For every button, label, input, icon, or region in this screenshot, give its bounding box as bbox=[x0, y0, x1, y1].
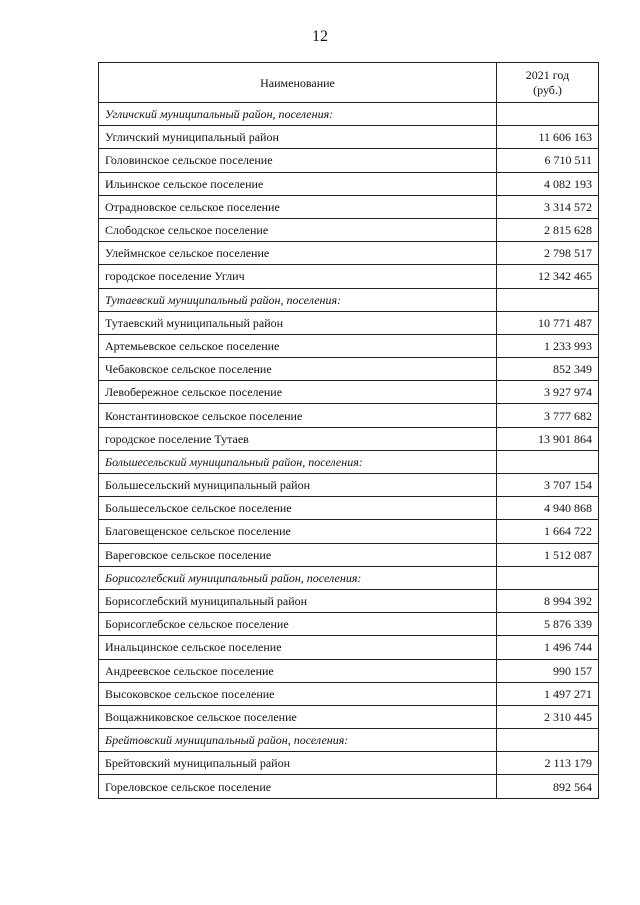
table-row bbox=[99, 218, 599, 241]
value-cell: 4 082 193 bbox=[497, 172, 599, 195]
table-row bbox=[99, 682, 599, 705]
value-cell: 892 564 bbox=[497, 775, 599, 798]
table-row bbox=[99, 474, 599, 497]
value-cell bbox=[497, 450, 599, 473]
table-row bbox=[99, 149, 599, 172]
name-cell: Брейтовский муниципальный район bbox=[99, 752, 497, 775]
group-heading-cell: Угличский муниципальный район, поселения: bbox=[99, 103, 497, 126]
value-cell: 10 771 487 bbox=[497, 311, 599, 334]
name-cell: Чебаковское сельское поселение bbox=[99, 358, 497, 381]
table-row bbox=[99, 589, 599, 612]
table-row bbox=[99, 497, 599, 520]
table-row bbox=[99, 334, 599, 357]
name-cell: Константиновское сельское поселение bbox=[99, 404, 497, 427]
name-cell: Высоковское сельское поселение bbox=[99, 682, 497, 705]
value-cell: 2 113 179 bbox=[497, 752, 599, 775]
value-cell: 12 342 465 bbox=[497, 265, 599, 288]
table-row bbox=[99, 705, 599, 728]
header-row bbox=[99, 63, 599, 103]
name-cell: Тутаевский муниципальный район bbox=[99, 311, 497, 334]
table-row bbox=[99, 311, 599, 334]
name-cell: Борисоглебский муниципальный район bbox=[99, 589, 497, 612]
value-cell: 1 233 993 bbox=[497, 334, 599, 357]
group-heading-cell: Борисоглебский муниципальный район, поселения: bbox=[99, 566, 497, 589]
value-cell bbox=[497, 729, 599, 752]
value-cell: 3 777 682 bbox=[497, 404, 599, 427]
table-row bbox=[99, 775, 599, 798]
table-row bbox=[99, 265, 599, 288]
name-cell: Левобережное сельское поселение bbox=[99, 381, 497, 404]
value-cell: 1 496 744 bbox=[497, 636, 599, 659]
value-cell: 1 497 271 bbox=[497, 682, 599, 705]
value-cell: 1 664 722 bbox=[497, 520, 599, 543]
name-column-header: Наименование bbox=[99, 63, 497, 103]
value-cell: 2 798 517 bbox=[497, 242, 599, 265]
table-group-row bbox=[99, 450, 599, 473]
budget-table bbox=[98, 62, 599, 799]
table-row bbox=[99, 659, 599, 682]
group-heading-cell: Большесельский муниципальный район, поселения: bbox=[99, 450, 497, 473]
table-group-row bbox=[99, 566, 599, 589]
value-column-header bbox=[497, 63, 599, 103]
value-cell: 3 707 154 bbox=[497, 474, 599, 497]
value-cell: 11 606 163 bbox=[497, 126, 599, 149]
group-heading-cell: Тутаевский муниципальный район, поселения: bbox=[99, 288, 497, 311]
name-cell: Угличский муниципальный район bbox=[99, 126, 497, 149]
value-cell bbox=[497, 103, 599, 126]
table-row bbox=[99, 520, 599, 543]
value-cell: 8 994 392 bbox=[497, 589, 599, 612]
table-group-row bbox=[99, 288, 599, 311]
value-cell: 990 157 bbox=[497, 659, 599, 682]
table-header bbox=[99, 63, 599, 103]
table-row bbox=[99, 358, 599, 381]
value-cell: 13 901 864 bbox=[497, 427, 599, 450]
name-cell: Улеймнское сельское поселение bbox=[99, 242, 497, 265]
name-cell: Головинское сельское поселение bbox=[99, 149, 497, 172]
name-cell: Большесельский муниципальный район bbox=[99, 474, 497, 497]
value-cell: 4 940 868 bbox=[497, 497, 599, 520]
value-header-year: 2021 год bbox=[525, 68, 570, 82]
name-cell: городское поселение Тутаев bbox=[99, 427, 497, 450]
table-row bbox=[99, 752, 599, 775]
name-cell: Андреевское сельское поселение bbox=[99, 659, 497, 682]
value-cell: 2 310 445 bbox=[497, 705, 599, 728]
value-cell: 1 512 087 bbox=[497, 543, 599, 566]
table-row bbox=[99, 242, 599, 265]
value-cell bbox=[497, 566, 599, 589]
table-row bbox=[99, 381, 599, 404]
name-cell: Вощажниковское сельское поселение bbox=[99, 705, 497, 728]
table-row bbox=[99, 613, 599, 636]
name-cell: Гореловское сельское поселение bbox=[99, 775, 497, 798]
table-row bbox=[99, 636, 599, 659]
table-row bbox=[99, 543, 599, 566]
value-cell: 2 815 628 bbox=[497, 218, 599, 241]
value-cell: 3 927 974 bbox=[497, 381, 599, 404]
name-cell: городское поселение Углич bbox=[99, 265, 497, 288]
value-cell bbox=[497, 288, 599, 311]
value-header-unit: (руб.) bbox=[533, 83, 562, 97]
name-cell: Вареговское сельское поселение bbox=[99, 543, 497, 566]
group-heading-cell: Брейтовский муниципальный район, поселения: bbox=[99, 729, 497, 752]
name-cell: Артемьевское сельское поселение bbox=[99, 334, 497, 357]
value-cell: 852 349 bbox=[497, 358, 599, 381]
table-row bbox=[99, 404, 599, 427]
table-group-row bbox=[99, 729, 599, 752]
name-cell: Ильинское сельское поселение bbox=[99, 172, 497, 195]
value-cell: 5 876 339 bbox=[497, 613, 599, 636]
page-number: 12 bbox=[312, 28, 328, 45]
table-row bbox=[99, 427, 599, 450]
table-row bbox=[99, 172, 599, 195]
table-body bbox=[99, 103, 599, 799]
name-cell: Благовещенское сельское поселение bbox=[99, 520, 497, 543]
name-cell: Отрадновское сельское поселение bbox=[99, 195, 497, 218]
name-cell: Большесельское сельское поселение bbox=[99, 497, 497, 520]
value-cell: 6 710 511 bbox=[497, 149, 599, 172]
table-row bbox=[99, 195, 599, 218]
name-cell: Борисоглебское сельское поселение bbox=[99, 613, 497, 636]
table-row bbox=[99, 126, 599, 149]
name-cell: Слободское сельское поселение bbox=[99, 218, 497, 241]
value-cell: 3 314 572 bbox=[497, 195, 599, 218]
name-cell: Инальцинское сельское поселение bbox=[99, 636, 497, 659]
table-group-row bbox=[99, 103, 599, 126]
